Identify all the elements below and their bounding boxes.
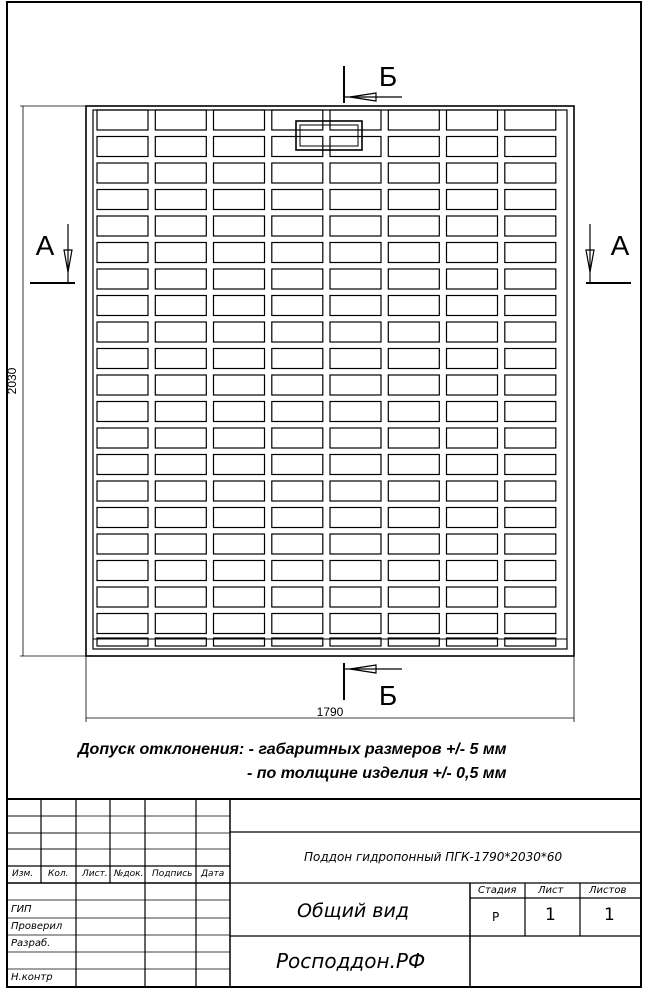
tray-cell <box>155 455 206 475</box>
col-header-kol: Кол. <box>48 869 69 879</box>
tray-cell <box>272 561 323 581</box>
tray-cell <box>330 561 381 581</box>
tray-cell <box>447 269 498 289</box>
tray-cell <box>447 561 498 581</box>
section-b-top-label: Б <box>378 61 398 92</box>
tray-cell <box>505 269 556 289</box>
tray-cell <box>214 614 265 634</box>
tray-cell <box>388 190 439 210</box>
tray-cell <box>155 190 206 210</box>
tray-cell <box>330 375 381 395</box>
tray-cell <box>330 269 381 289</box>
tray-cell <box>330 614 381 634</box>
tray-cell <box>447 110 498 130</box>
tray-cell <box>388 110 439 130</box>
tray-cell <box>97 561 148 581</box>
tray-cell <box>214 296 265 316</box>
tray-cell <box>155 296 206 316</box>
tray-cell <box>330 428 381 448</box>
tray-cell <box>505 296 556 316</box>
tray-cell <box>447 587 498 607</box>
tray-cell <box>97 587 148 607</box>
col-header-ndok: №док. <box>114 869 144 879</box>
tray-cell <box>272 110 323 130</box>
col-header-izm: Изм. <box>12 869 34 879</box>
role-gip: ГИП <box>11 904 32 915</box>
tray-cell <box>155 508 206 528</box>
section-a-right-label: А <box>610 230 630 261</box>
tray-cell <box>272 269 323 289</box>
tray-cell <box>505 614 556 634</box>
tray-cell <box>505 243 556 263</box>
tray-cell <box>388 216 439 236</box>
tray-cell <box>97 428 148 448</box>
tray-cell <box>155 137 206 157</box>
tray-cell <box>505 534 556 554</box>
tray-cells <box>97 110 556 646</box>
tray-cell <box>388 296 439 316</box>
tray-cell <box>447 402 498 422</box>
tray-cell <box>330 216 381 236</box>
role-checked: Проверил <box>11 921 63 932</box>
tray-cell <box>214 163 265 183</box>
tray-cell <box>330 402 381 422</box>
tray-cell <box>97 216 148 236</box>
sheet-title: Общий вид <box>297 900 409 922</box>
tray-cell <box>447 534 498 554</box>
tray-cell <box>330 587 381 607</box>
tray-cell <box>505 561 556 581</box>
tray-cell <box>330 534 381 554</box>
drain-opening-inner <box>300 125 358 146</box>
tray-cell <box>505 508 556 528</box>
tray-cell <box>214 587 265 607</box>
tray-cell <box>388 163 439 183</box>
tray-cell <box>272 614 323 634</box>
tray-cell <box>447 322 498 342</box>
tray-cell <box>214 349 265 369</box>
tray-cell <box>155 561 206 581</box>
tray-cell <box>97 322 148 342</box>
tray-cell <box>272 428 323 448</box>
tray-cell <box>272 243 323 263</box>
tray-cell <box>388 614 439 634</box>
tray-cell <box>388 587 439 607</box>
tray-cell <box>330 322 381 342</box>
tray-cell <box>388 402 439 422</box>
tray-cell <box>97 481 148 501</box>
tray-cell <box>388 561 439 581</box>
tray-cell <box>505 455 556 475</box>
tray-cell <box>388 481 439 501</box>
tray-cell <box>214 269 265 289</box>
tray-cell <box>214 110 265 130</box>
tray-cell <box>155 402 206 422</box>
tray-cell <box>214 508 265 528</box>
tray-cell <box>214 561 265 581</box>
tray-cell <box>155 110 206 130</box>
tray-cell <box>388 269 439 289</box>
tray-cell <box>388 243 439 263</box>
tray-cell <box>330 163 381 183</box>
tray-cell <box>388 534 439 554</box>
tray-cell <box>447 349 498 369</box>
tray-cell <box>97 402 148 422</box>
tray-cell <box>155 322 206 342</box>
tray-cell <box>330 508 381 528</box>
tray-cell <box>505 349 556 369</box>
sheet-header: Лист <box>538 885 564 896</box>
tolerance-note-line-2: - по толщине изделия +/- 0,5 мм <box>247 765 507 782</box>
tray-plan-view <box>86 106 574 656</box>
tray-cell <box>447 508 498 528</box>
tray-cell <box>155 534 206 554</box>
tray-cell <box>505 322 556 342</box>
tray-cell <box>155 349 206 369</box>
tray-cell <box>330 190 381 210</box>
designation: Поддон гидропонный ПГК-1790*2030*60 <box>304 850 563 864</box>
tray-cell <box>388 349 439 369</box>
tray-cell <box>388 508 439 528</box>
tray-cell <box>272 375 323 395</box>
col-header-podpis: Подпись <box>152 869 193 879</box>
tray-cell <box>97 243 148 263</box>
tray-cell <box>388 428 439 448</box>
tray-cell <box>155 375 206 395</box>
tray-cell <box>388 455 439 475</box>
tray-cell <box>505 137 556 157</box>
sheet-value: 1 <box>545 905 556 925</box>
tray-cell <box>330 296 381 316</box>
tray-cell <box>272 216 323 236</box>
tray-cell <box>272 163 323 183</box>
sheets-header: Листов <box>589 885 627 896</box>
tray-cell <box>97 508 148 528</box>
tray-cell <box>447 455 498 475</box>
tray-cell <box>447 428 498 448</box>
tolerance-note-line-1: Допуск отклонения: - габаритных размеров +/- 5 мм <box>78 741 507 758</box>
tray-cell <box>447 375 498 395</box>
tray-cell <box>505 402 556 422</box>
col-header-data: Дата <box>201 869 225 879</box>
tray-cell <box>214 428 265 448</box>
tray-cell <box>447 190 498 210</box>
tray-cell <box>97 455 148 475</box>
organization: Росподдон.РФ <box>276 949 426 973</box>
tray-cell <box>155 216 206 236</box>
tray-cell <box>155 269 206 289</box>
tray-cell <box>214 455 265 475</box>
tray-cell <box>272 322 323 342</box>
tray-cell <box>505 587 556 607</box>
tray-cell <box>214 190 265 210</box>
tray-cell <box>214 375 265 395</box>
tray-cell <box>97 534 148 554</box>
tray-cell <box>97 163 148 183</box>
tray-cell <box>505 375 556 395</box>
tray-cell <box>155 614 206 634</box>
tray-cell <box>447 614 498 634</box>
stage-header: Стадия <box>478 885 517 896</box>
tray-cell <box>272 481 323 501</box>
tray-cell <box>155 243 206 263</box>
tray-cell <box>447 296 498 316</box>
tray-cell <box>447 481 498 501</box>
stage-value: Р <box>492 910 500 924</box>
tray-cell <box>155 481 206 501</box>
dim-height-text: 2030 <box>5 367 19 395</box>
tray-cell <box>447 243 498 263</box>
tray-cell <box>330 110 381 130</box>
tray-cell <box>214 243 265 263</box>
tray-cell <box>272 402 323 422</box>
tray-cell <box>97 190 148 210</box>
tray-cell <box>272 587 323 607</box>
tray-cell <box>505 428 556 448</box>
section-b-bottom-label: Б <box>378 680 398 711</box>
tray-cell <box>214 322 265 342</box>
height-dimension <box>20 106 86 656</box>
tray-cell <box>505 190 556 210</box>
tray-cell <box>388 137 439 157</box>
tray-cell <box>155 587 206 607</box>
tray-cell <box>272 190 323 210</box>
tray-cell <box>214 137 265 157</box>
role-norm-control: Н.контр <box>11 972 53 983</box>
tray-cell <box>214 402 265 422</box>
tray-cell <box>97 614 148 634</box>
tray-cell <box>214 534 265 554</box>
tray-cell <box>447 163 498 183</box>
tray-cell <box>330 349 381 369</box>
col-header-list: Лист. <box>82 869 108 879</box>
tray-cell <box>155 428 206 448</box>
tray-cell <box>330 481 381 501</box>
tray-cell <box>330 455 381 475</box>
dim-width-text: 1790 <box>316 705 344 719</box>
tray-cell <box>97 269 148 289</box>
role-developed: Разраб. <box>11 938 51 949</box>
tray-cell <box>388 375 439 395</box>
tray-cell <box>272 349 323 369</box>
tray-cell <box>505 110 556 130</box>
tray-cell <box>505 163 556 183</box>
tray-cell <box>447 137 498 157</box>
sheets-value: 1 <box>604 905 615 925</box>
tray-cell <box>272 455 323 475</box>
tray-cell <box>97 375 148 395</box>
section-a-left-label: А <box>35 230 55 261</box>
tray-cell <box>272 534 323 554</box>
tray-cell <box>505 216 556 236</box>
tray-cell <box>155 163 206 183</box>
tray-cell <box>97 349 148 369</box>
tray-cell <box>214 481 265 501</box>
tray-cell <box>505 481 556 501</box>
tray-cell <box>272 508 323 528</box>
tray-cell <box>272 296 323 316</box>
tray-cell <box>388 322 439 342</box>
tray-cell <box>97 296 148 316</box>
tray-cell <box>214 216 265 236</box>
tray-cell <box>97 137 148 157</box>
tray-cell <box>447 216 498 236</box>
tray-cell <box>330 243 381 263</box>
tray-cell <box>97 110 148 130</box>
